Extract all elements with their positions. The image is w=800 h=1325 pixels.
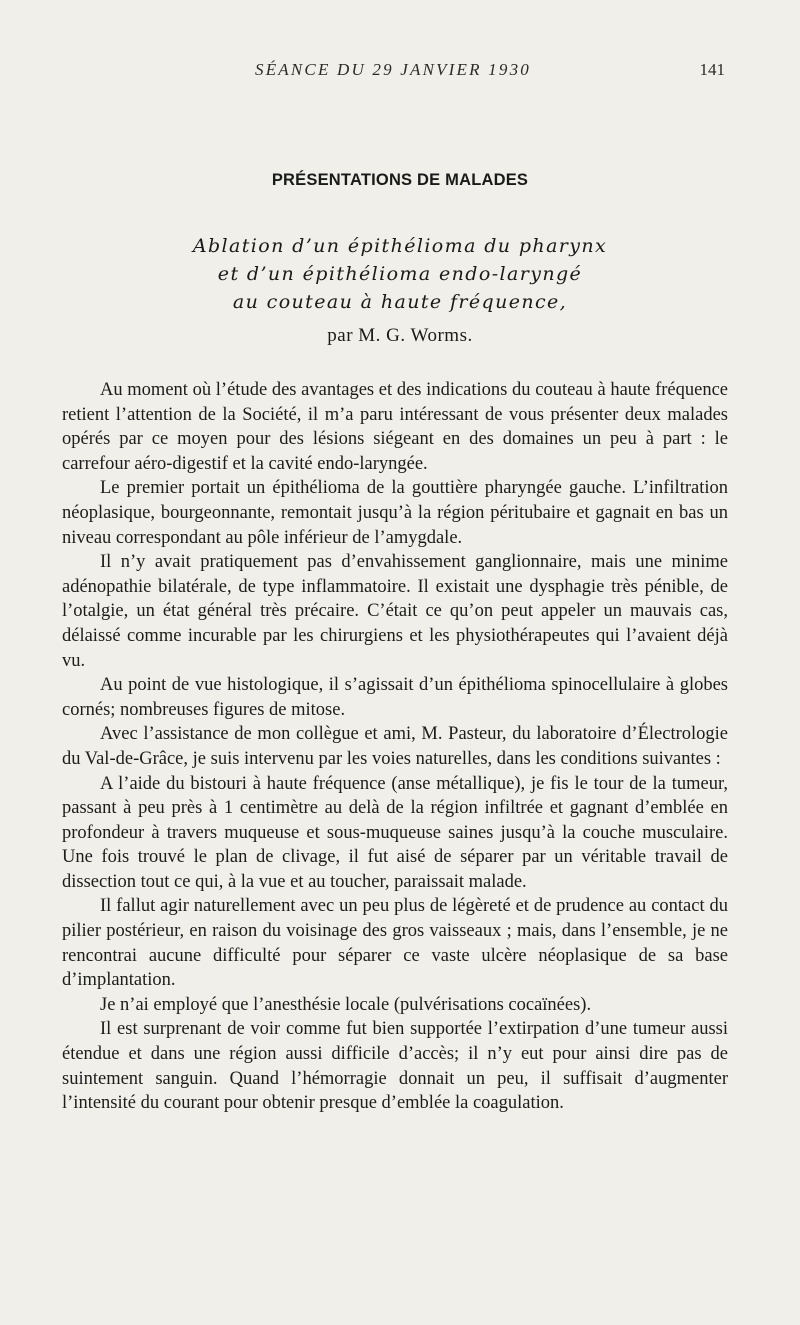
body-paragraph: Il n’y avait pratiquement pas d’envahissement ganglionnaire, mais une minime adénopathie bilatérale, de type inflammatoire. Il existait une dysphagie très pénible, de l’otalgie, un état général très précaire. C’était ce qu’on peut appeler un mauvais cas, délaissé comme incurable par les chirurgiens et les physiothérapeutes qui l’avaient déjà vu. bbox=[62, 552, 728, 671]
section-title: PRÉSENTATIONS DE MALADES bbox=[271, 171, 529, 189]
author-byline: par M. G. Worms. bbox=[327, 325, 473, 346]
body-paragraph: Je n’ai employé que l’anesthésie locale (pulvérisations cocaïnées). bbox=[100, 994, 592, 1015]
running-head bbox=[0, 60, 800, 84]
body-paragraph: Il fallut agir naturellement avec un peu plus de légèreté et de prudence au contact du pilier postérieur, en raison du voisinage des gros vaisseaux ; mais, dans l’ensemble, je ne rencontrai aucune difficulté pour séparer ce vaste ulcère néoplasique de sa base d’implantation. bbox=[62, 896, 728, 991]
page-number: 141 bbox=[699, 60, 725, 79]
body-paragraph: Il est surprenant de voir comme fut bien supportée l’extirpation d’une tumeur aussi étendue et dans une région aussi difficile d’accès; il n’y eut pour ainsi dire pas de suintement sanguin. Quand l’hémorragie donnait un peu, il suffisait d’augmenter l’intensité du courant pour obtenir presque d’emblée la coagulation. bbox=[62, 1019, 728, 1114]
body-paragraph: Avec l’assistance de mon collègue et ami, M. Pasteur, du laboratoire d’Électrologie du Val-de-Grâce, je suis intervenu par les voies naturelles, dans les conditions suivantes : bbox=[62, 724, 728, 769]
article-title-line: au couteau à haute fréquence, bbox=[232, 291, 568, 313]
body-paragraph: A l’aide du bistouri à haute fréquence (anse métallique), je fis le tour de la tumeur, passant à peu près à 1 centimètre au delà de la région infiltrée et gagnant d’emblée en profondeur à travers muqueuse et sous-muqueuse saines jusqu’à la couche musculaire. Une fois trouvé le plan de clivage, il fut aisé de séparer par un véritable travail de dissection tout ce qui, à la vue et au toucher, paraissait malade. bbox=[62, 773, 728, 892]
article-title-line: et d’un épithélioma endo-laryngé bbox=[217, 263, 583, 285]
body-paragraph: Au moment où l’étude des avantages et des indications du couteau à haute fréquence retient l’attention de la Société, il m’a paru intéressant de vous présenter deux malades opérés par ce moyen pour des lésions siégeant en des domaines un peu à part : le carrefour aéro-digestif et la cavité endo-laryngée. bbox=[62, 380, 728, 474]
running-title: SÉANCE DU 29 JANVIER 1930 bbox=[255, 60, 531, 79]
body-paragraph: Le premier portait un épithélioma de la gouttière pharyngée gauche. L’infiltration néoplasique, bourgeonnante, remontait jusqu’à la région péritubaire et gagnait en bas un niveau correspondant au pôle inférieur de l’amygdale. bbox=[62, 478, 728, 548]
body-paragraph: Au point de vue histologique, il s’agissait d’un épithélioma spinocellulaire à globes cornés; nombreuses figures de mitose. bbox=[62, 675, 728, 720]
article-title-line: Ablation d’un épithélioma du pharynx bbox=[192, 235, 608, 257]
article-title bbox=[0, 232, 800, 316]
article-body bbox=[62, 378, 728, 1116]
